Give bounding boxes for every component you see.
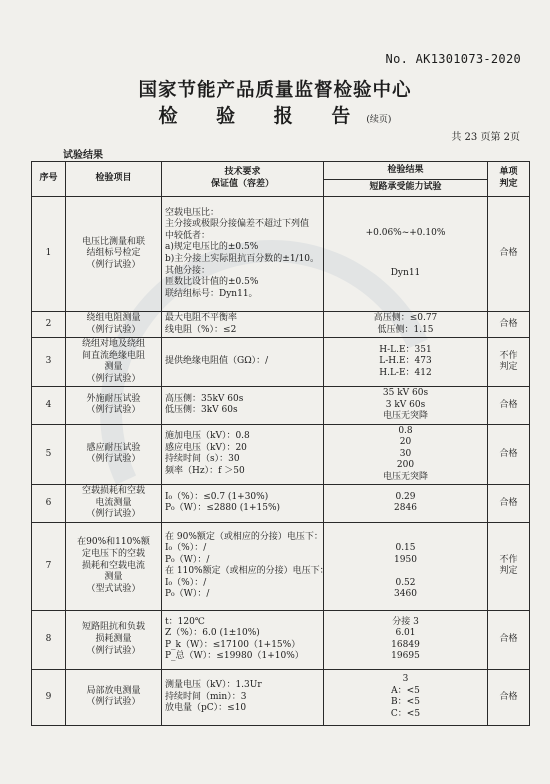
requirement-line: I₀（%）：/ bbox=[165, 543, 207, 554]
requirement-line: 持续时间（min）：3 bbox=[165, 691, 247, 702]
header-judgement bbox=[488, 162, 530, 197]
requirement-line: 主分接或极限分接偏差不超过下列值 bbox=[165, 219, 310, 230]
requirement-line: 线电阻（%）：≤2 bbox=[165, 324, 237, 335]
table-row bbox=[32, 669, 530, 725]
result-line: Dyn11 bbox=[390, 268, 421, 278]
test-item-line: （例行试验） bbox=[86, 324, 141, 335]
test-item-line: （型式试验） bbox=[86, 583, 141, 594]
requirement-line: Z（%）：6.0 (1±10%) bbox=[165, 628, 260, 639]
requirement-line: a)规定电压比的±0.5% bbox=[165, 242, 259, 253]
judgement bbox=[488, 669, 530, 725]
test-item-line: 在90%和110%额 bbox=[77, 537, 150, 548]
result-line: 6.01 bbox=[395, 628, 416, 639]
row-number: 1 bbox=[32, 197, 66, 312]
header-judge-line2: 判定 bbox=[499, 179, 518, 189]
result-line: C：<5 bbox=[390, 708, 421, 719]
result-line: 低压侧：1.15 bbox=[377, 324, 434, 335]
result-line: 16849 bbox=[391, 639, 420, 650]
judgement bbox=[488, 485, 530, 523]
result-line: 分接 3 bbox=[392, 616, 419, 627]
requirement-line: I₀（%）：≤0.7 (1+30%) bbox=[165, 491, 269, 502]
test-item-line: （例行试验） bbox=[86, 454, 141, 465]
requirement-line: 高压侧：35kV 60s bbox=[165, 393, 244, 404]
requirement-line: 测量电压（kV）：1.3Ur bbox=[165, 679, 262, 690]
test-item bbox=[66, 610, 162, 669]
table-row bbox=[32, 387, 530, 425]
test-item-line: 外施耐压试验 bbox=[86, 393, 141, 404]
judgement-line: 合格 bbox=[499, 448, 518, 459]
test-item bbox=[66, 522, 162, 610]
result-line: 高压侧：≤0.77 bbox=[373, 313, 438, 323]
requirement bbox=[162, 387, 324, 425]
requirement bbox=[162, 522, 329, 610]
header-judge-line1: 单项 bbox=[499, 167, 518, 178]
test-item-line: 绕组电阻测量 bbox=[86, 313, 141, 323]
requirement bbox=[162, 610, 324, 669]
result-line: 2846 bbox=[394, 503, 417, 514]
requirement bbox=[162, 312, 324, 338]
judgement bbox=[488, 387, 530, 425]
row-number: 2 bbox=[32, 312, 66, 338]
test-item-line: （例行试验） bbox=[86, 259, 141, 270]
result-line: 电压无突降 bbox=[382, 411, 428, 422]
result-line: 3 bbox=[402, 674, 409, 685]
table-row bbox=[32, 485, 530, 523]
requirement-line: 联结组标号：Dyn11。 bbox=[165, 288, 258, 299]
result-line: 0.29 bbox=[395, 491, 416, 502]
result bbox=[324, 485, 488, 523]
judgement-line: 合格 bbox=[499, 497, 518, 508]
test-item-line: （例行试验） bbox=[86, 405, 141, 416]
requirement-line: 中较低者： bbox=[165, 230, 211, 241]
header-no: 序号 bbox=[32, 162, 66, 197]
judgement bbox=[488, 197, 530, 312]
result-line: +0.06%~+0.10% bbox=[365, 228, 446, 239]
report-title: 检 验 报 告 bbox=[158, 105, 367, 127]
page-info: 共 23 页第 2页 bbox=[451, 132, 520, 143]
organization-name: 国家节能产品质量监督检验中心 bbox=[138, 80, 412, 101]
judgement bbox=[488, 338, 530, 387]
table-row bbox=[32, 424, 530, 485]
result-line: 19695 bbox=[391, 651, 420, 662]
requirement-line: 施加电压（kV）：0.8 bbox=[165, 431, 250, 442]
result bbox=[324, 610, 488, 669]
requirement bbox=[162, 338, 324, 387]
requirement bbox=[162, 197, 324, 312]
result-line: L-H.E：473 bbox=[379, 356, 432, 367]
judgement-line: 不作 bbox=[499, 554, 518, 565]
requirement-line: t：120℃ bbox=[165, 616, 205, 627]
test-item-line: 间直流绝缘电阻 bbox=[81, 350, 145, 361]
result-line: 0.8 bbox=[398, 425, 413, 436]
result-line: B：<5 bbox=[391, 697, 420, 708]
requirement-line: P₀（W）：/ bbox=[165, 554, 210, 565]
judgement-line: 合格 bbox=[499, 248, 518, 259]
test-item bbox=[66, 424, 162, 485]
table-row bbox=[32, 197, 530, 312]
continued-label: (续页) bbox=[366, 115, 392, 125]
requirement-line: 提供绝缘电阻值（GΩ）：/ bbox=[165, 356, 269, 367]
requirement bbox=[162, 424, 324, 485]
requirement-line: P₀（W）：≤2880 (1+15%) bbox=[165, 503, 281, 514]
requirement-line: 持续时间（s）：30 bbox=[165, 454, 240, 465]
test-item-line: 结组标号检定 bbox=[86, 248, 141, 259]
result bbox=[324, 312, 488, 338]
result bbox=[324, 197, 488, 312]
result-line: 3460 bbox=[394, 589, 417, 600]
test-item-line: 定电压下的空载 bbox=[81, 548, 145, 559]
judgement bbox=[488, 610, 530, 669]
requirement-line: I₀（%）：/ bbox=[165, 577, 207, 588]
requirement-line: P_k（W）：≤17100（1+15%） bbox=[165, 639, 301, 650]
test-item-line: 感应耐压试验 bbox=[86, 442, 141, 453]
judgement-line: 不作 bbox=[499, 350, 518, 361]
table-row bbox=[32, 522, 530, 610]
section-heading: 试验结果 bbox=[63, 150, 103, 161]
test-item-line: 局部放电测量 bbox=[86, 685, 141, 696]
requirement-line: P_总（W）：≤19980（1+10%） bbox=[165, 651, 304, 662]
row-number: 5 bbox=[32, 424, 66, 485]
row-number: 3 bbox=[32, 338, 66, 387]
title-row bbox=[0, 101, 550, 128]
result-line: H.L-E：412 bbox=[379, 367, 432, 378]
results-table bbox=[31, 161, 530, 726]
requirement-line: 匝数比设计值的±0.5% bbox=[165, 277, 259, 288]
requirement-line: P₀（W）：/ bbox=[165, 589, 210, 600]
requirement-line: 低压侧：3kV 60s bbox=[165, 405, 238, 416]
test-item-line: 损耗和空载电流 bbox=[81, 560, 145, 571]
judgement-line: 判定 bbox=[499, 566, 518, 577]
requirement-line: 其他分接： bbox=[165, 265, 211, 276]
result-line: 3 kV 60s bbox=[385, 399, 426, 410]
table-row bbox=[32, 338, 530, 387]
test-item-line: 短路阻抗和负载 bbox=[81, 622, 145, 633]
judgement bbox=[488, 424, 530, 485]
test-item bbox=[66, 197, 162, 312]
test-item bbox=[66, 338, 162, 387]
judgement-line: 合格 bbox=[499, 691, 518, 702]
test-item-line: 电压比测量和联 bbox=[81, 236, 145, 247]
requirement-line: 频率（Hz）：f ＞50 bbox=[165, 465, 245, 476]
header-req-line1: 技术要求 bbox=[224, 167, 261, 178]
requirement-line: 在 90%额定（或相应的分接）电压下： bbox=[165, 531, 323, 542]
requirement-line: 放电量（pC）：≤10 bbox=[165, 703, 247, 714]
header-req-line2: 保证值（容差） bbox=[210, 179, 274, 189]
test-item-line: 损耗测量 bbox=[95, 634, 132, 644]
test-item-line: （例行试验） bbox=[86, 373, 141, 384]
result bbox=[324, 424, 488, 485]
row-number: 4 bbox=[32, 387, 66, 425]
judgement-line: 合格 bbox=[499, 318, 518, 329]
result-line bbox=[327, 566, 484, 578]
test-item-line: 电流测量 bbox=[95, 497, 132, 508]
result bbox=[324, 669, 488, 725]
result-line: 0.15 bbox=[395, 543, 416, 554]
test-item-line: 测量 bbox=[104, 362, 123, 373]
judgement-line: 合格 bbox=[499, 634, 518, 644]
requirement-line: 在 110%额定（或相应的分接）电压下： bbox=[165, 566, 329, 577]
test-item-line: （例行试验） bbox=[86, 509, 141, 520]
row-number: 6 bbox=[32, 485, 66, 523]
requirement-line: 最大电阻不平衡率 bbox=[165, 313, 238, 323]
test-item bbox=[66, 312, 162, 338]
report-number: No. AK1301073-2020 bbox=[385, 52, 521, 66]
row-number: 9 bbox=[32, 669, 66, 725]
result-line: 0.52 bbox=[395, 577, 416, 588]
judgement-line: 判定 bbox=[499, 362, 518, 373]
requirement bbox=[162, 485, 324, 523]
row-number: 8 bbox=[32, 610, 66, 669]
result-line: 30 bbox=[399, 448, 412, 459]
result-line: 1950 bbox=[394, 554, 417, 565]
judgement bbox=[488, 312, 530, 338]
test-item-line: （例行试验） bbox=[86, 697, 141, 708]
test-item-line: 测量 bbox=[104, 572, 123, 583]
test-item bbox=[66, 485, 162, 523]
table-row bbox=[32, 610, 530, 669]
result-line: 35 kV 60s bbox=[382, 388, 429, 399]
judgement bbox=[488, 522, 530, 610]
result bbox=[324, 338, 488, 387]
result bbox=[324, 522, 488, 610]
row-number: 7 bbox=[32, 522, 66, 610]
requirement-line: b)主分接上实际阻抗百分数的±1/10。 bbox=[165, 254, 320, 264]
header-result-sub: 短路承受能力试验 bbox=[324, 180, 488, 197]
test-item-line: 空载损耗和空载 bbox=[81, 486, 145, 497]
test-item bbox=[66, 669, 162, 725]
result bbox=[324, 387, 488, 425]
judgement-line: 合格 bbox=[499, 399, 518, 410]
header-result: 检验结果 bbox=[324, 162, 488, 180]
header-requirement bbox=[162, 162, 324, 197]
test-item-line: （例行试验） bbox=[86, 645, 141, 656]
result-line: H-L.E：351 bbox=[379, 344, 432, 355]
result-line: 20 bbox=[399, 437, 412, 448]
result-line bbox=[327, 532, 484, 544]
result-line: 电压无突降 bbox=[382, 471, 428, 482]
requirement-line: 空载电压比： bbox=[165, 207, 220, 218]
test-item-line: 绕组对地及绕组 bbox=[81, 339, 145, 350]
table-row bbox=[32, 312, 530, 338]
requirement bbox=[162, 669, 324, 725]
header-item: 检验项目 bbox=[66, 162, 162, 197]
result-line: 200 bbox=[396, 460, 415, 471]
test-item bbox=[66, 387, 162, 425]
result-line: A：<5 bbox=[391, 685, 420, 696]
requirement-line: 感应电压（kV）：20 bbox=[165, 442, 247, 453]
